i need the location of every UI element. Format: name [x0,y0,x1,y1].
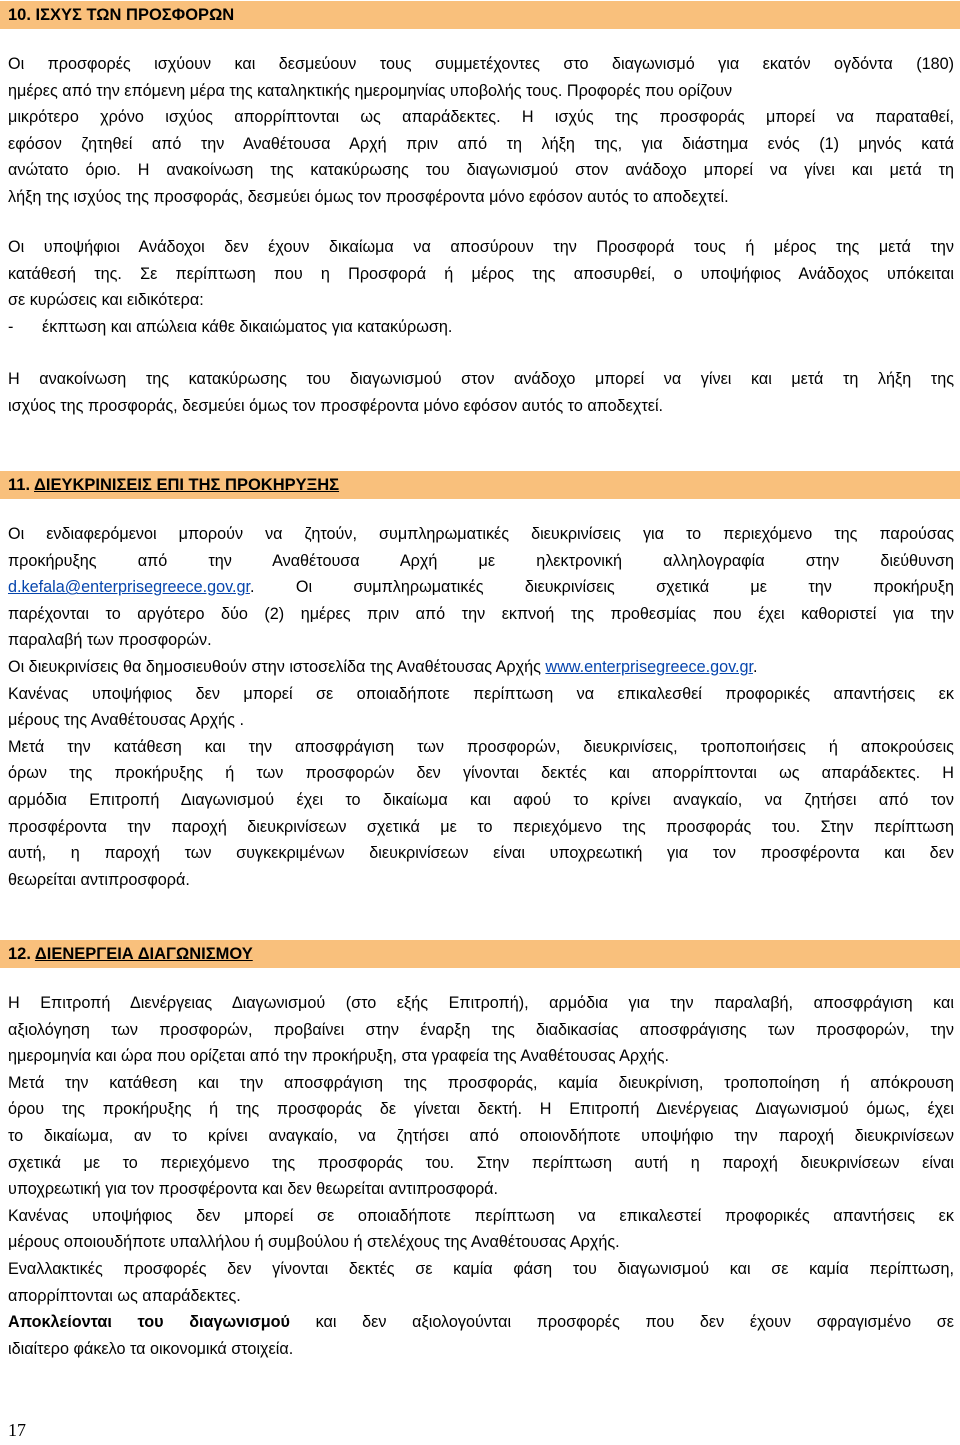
section-10-paragraph-1: Οι προσφορές ισχύουν και δεσμεύουν τους συμμετέχοντες στο διαγωνισμό για εκατόν ογδόντα (180) ημέρες από την επόμενη μέρα της καταληκτικής ημερομηνίας υποβολής τους. Προφορές που ορίζουν [8,55,954,100]
section-10-heading [0,1,960,29]
bullet-text: έκπτωση και απώλεια κάθε δικαιώματος για κατακύρωση. [42,317,453,336]
section-12-body: Η Επιτροπή Διενέργειας Διαγωνισμού (στο εξής Επιτροπή), αρμόδια για την παραλαβή, αποσφράγιση και αξιολόγηση των προσφορών, προβαίνει στην έναρξη της διαδικασίας αποσφράγισης των προσφορών, την ημερομηνία και ώρα που ορίζεται από την προκήρυξη, στα γραφεία της Αναθέτουσας Αρχής. Μετά την κατάθεση και την αποσφράγιση της προσφοράς, καμία διευκρίνιση, τροποποίηση ή απόκρουση όρου της προκήρυξης ή της προσφοράς δε γίνεται δεκτή. Η Επιτροπή Διενέργειας Διαγωνισμού όμως, έχει το δικαίωμα, αν το κρίνει αναγκαίο, να ζητήσει από οποιονδήποτε υποψήφιο την παροχή διευκρινίσεων σχετικά με το περιεχόμενο της προσφοράς του. Στην περίπτωση αυτή η παροχή διευκρινίσεων είναι υποχρεωτική για τον προσφέροντα και δεν θεωρείται αντιπροσφορά. Κανένας υποψήφιος δεν μπορεί σε οποιαδήποτε περίπτωση να επικαλεστεί προφορικές απαντήσεις εκ μέρους οποιουδήποτε υπαλλήλου ή συμβούλου ή στελέχους της Αναθέτουσας Αρχής. Εναλλακτικές προσφορές δεν γίνονται δεκτές σε καμία φάση του διαγωνισμού και σε καμία περίπτωση, απορρίπτονται ως απαράδεκτες. Αποκλείονται του διαγωνισμού και δεν αξιολογούνται προσφορές που δεν έχουν σφραγισμένο σε ιδιαίτερο φάκελο τα οικονομικά στοιχεία. [8,994,954,1358]
section-12-title: ΔΙΕΝΕΡΓΕΙΑ ΔΙΑΓΩΝΙΣΜΟΥ [34,945,253,963]
section-12-heading [0,940,960,968]
website-link[interactable]: www.enterprisegreece.gov.gr [545,657,753,676]
section-10-title: ΙΣΧΥΣ ΤΩΝ ΠΡΟΣΦΟΡΩΝ [35,6,235,24]
section-11-title: ΔΙΕΥΚΡΙΝΙΣΕΙΣ ΕΠΙ ΤΗΣ ΠΡΟΚΗΡΥΞΗΣ [34,476,340,494]
exclusion-bold: Αποκλείονται του διαγωνισμού [8,1313,290,1332]
bullet-item [8,314,954,341]
section-11-number: 11. [8,476,31,494]
bullet-dash: - [8,317,14,336]
section-11-body: Οι ενδιαφερόμενοι μπορούν να ζητούν, συμπληρωματικές διευκρινίσεις για το περιεχόμενο της παρούσας προκήρυξης από την Αναθέτουσα Αρχή με ηλεκτρονική αλληλογραφία στην διεύθυνση d.kefala@enterprisegreece.gov.gr. Οι συμπληρωματικές διευκρινίσεις σχετικά με την προκήρυξη παρέχονται το αργότερο δύο (2) ημέρες πριν από την εκπνοή της προθεσμίας που έχει καθοριστεί για την παραλαβή των προσφορών. Οι διευκρινίσεις θα δημοσιευθούν στην ιστοσελίδα της Αναθέτουσας Αρχής www.enterprisegreece.gov.gr. Κανένας υποψήφιος δεν μπορεί σε οποιαδήποτε περίπτωση να επικαλεσθεί προφορικές απαντήσεις εκ μέρους της Αναθέτουσας Αρχής . Μετά την κατάθεση και την αποσφράγιση των προσφορών, διευκρινίσεις, τροποποιήσεις ή αποκρούσεις όρων της προκήρυξης ή των προσφορών δεν γίνονται δεκτές και απορρίπτονται ως απαράδεκτες. Η αρμόδια Επιτροπή Διαγωνισμού έχει το δικαίωμα και αφού το κρίνει αναγκαίο, να ζητήσει από τον προσφέροντα την παροχή διευκρινίσεων σχετικά με το περιεχόμενο της προσφοράς του. Στην περίπτωση αυτή, η παροχή των συγκεκριμένων διευκρινίσεων είναι υποχρεωτική για τον προσφέροντα και δεν θεωρείται αντιπροσφορά. [8,525,954,889]
section-12-number: 12. [8,945,31,963]
section-10-paragraph-3: Η ανακοίνωση της κατακύρωσης του διαγωνισμού στον ανάδοχο μπορεί να γίνει και μετά τη λήξη της ισχύος της προσφοράς, δεσμεύει όμως τον προσφέροντα μόνο εφόσον αυτός το αποδεχτεί. [8,370,954,415]
section-10-number: 10. [8,6,31,24]
page-number: 17 [8,1420,26,1440]
email-link[interactable]: d.kefala@enterprisegreece.gov.gr [8,578,250,597]
section-10-paragraph-2: Οι υποψήφιοι Ανάδοχοι δεν έχουν δικαίωμα να αποσύρουν την Προσφορά τους ή μέρος της μετά την κατάθεσή της. Σε περίπτωση που η Προσφορά ή μέρος της αποσυρθεί, ο υποψήφιος Ανάδοχος υπόκειται σε κυρώσεις και ειδικότερα: - έκπτωση και απώλεια κάθε δικαιώματος για κατακύρωση. [8,234,954,340]
section-11-heading [0,471,960,499]
section-10-paragraph-1b: μικρότερο χρόνο ισχύος απορρίπτονται ως απαράδεκτες. Η ισχύς της προσφοράς μπορεί να παραταθεί, εφόσον ζητηθεί από την Αναθέτουσα Αρχή πριν από τη λήξη της, για διάστημα ενός (1) μηνός κατά ανώτατο όριο. Η ανακοίνωση της κατακύρωσης του διαγωνισμού στον ανάδοχο μπορεί να γίνει και μετά τη λήξη της ισχύος της προσφοράς, δεσμεύει όμως τον προσφέροντα μόνο εφόσον αυτός το αποδεχτεί. [8,108,954,206]
